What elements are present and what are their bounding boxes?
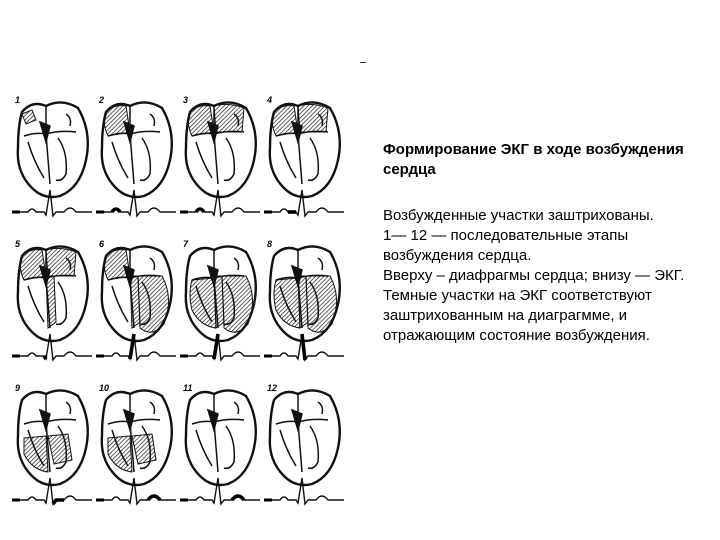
description-line: 1— 12 — последовательные этапы возбуждения сердца.	[383, 227, 629, 264]
heart-stage-12	[262, 380, 346, 508]
heart-diagram	[10, 380, 94, 508]
stage-number: 12	[267, 383, 278, 393]
heart-stage-4	[262, 92, 346, 220]
stage-number: 2	[99, 95, 105, 105]
heart-diagram	[94, 236, 178, 364]
description-line: Темные участки на ЭКГ соответствуют заштрихованным на диаграгмме, и отражающим состояние возбуждения.	[383, 287, 652, 344]
heart-stage-7	[178, 236, 262, 364]
ecg-trace	[12, 190, 92, 216]
left-atrium-hatched-region	[298, 104, 328, 132]
heart-stage-3	[178, 92, 262, 220]
right-ventricle-base-hatched-region	[108, 436, 132, 472]
ecg-highlight	[232, 496, 244, 500]
heart-diagram	[262, 380, 346, 508]
heart-diagram	[94, 380, 178, 508]
stage-number: 1	[15, 95, 21, 105]
septum-base-hatched-region	[48, 434, 72, 464]
ecg-highlight	[112, 209, 120, 212]
stage-number: 11	[183, 383, 193, 393]
sinus-hatched-region	[22, 110, 36, 124]
left-atrium-hatched-region	[46, 248, 76, 276]
ecg-trace	[264, 478, 344, 504]
stage-number: 4	[267, 95, 273, 105]
stage-number: 6	[99, 239, 105, 249]
ecg-highlight	[302, 334, 305, 360]
heart-stage-8	[262, 236, 346, 364]
ecg-trace	[12, 334, 92, 360]
heart-stage-9	[10, 380, 94, 508]
heart-outline	[270, 390, 340, 485]
diagram-description	[383, 206, 703, 346]
ecg-highlight	[196, 209, 204, 212]
stage-number: 10	[99, 383, 110, 393]
ecg-trace	[96, 478, 176, 504]
ecg-trace	[180, 478, 260, 504]
description-line: Возбужденные участки заштрихованы.	[383, 207, 654, 224]
stage-number: 3	[183, 95, 189, 105]
right-ventricle-base-hatched-region	[24, 436, 48, 472]
stage-number: 5	[15, 239, 21, 249]
ecg-trace	[12, 478, 92, 504]
septum-base-hatched-region	[132, 434, 156, 464]
description-line: Вверху – диафрагмы сердца; внизу — ЭКГ.	[383, 267, 685, 284]
ecg-highlight	[130, 334, 134, 359]
heart-stage-10	[94, 380, 178, 508]
ecg-highlight	[214, 334, 218, 359]
stage-number: 9	[15, 383, 21, 393]
stage-number: 8	[267, 239, 273, 249]
stage-number: 7	[183, 239, 189, 249]
heart-stage-2	[94, 92, 178, 220]
heart-stage-5	[10, 236, 94, 364]
heart-stage-11	[178, 380, 262, 508]
left-atrium-hatched-region	[214, 104, 244, 132]
heart-chambers	[192, 394, 244, 472]
heart-diagram	[178, 92, 262, 220]
heart-ecg-figure	[6, 92, 354, 520]
ecg-highlight	[53, 500, 64, 504]
heart-diagram	[262, 92, 346, 220]
diagram-title: Формирование ЭКГ в ходе возбуждения сердца	[383, 141, 684, 178]
ecg-highlight	[44, 356, 46, 359]
ecg-trace	[180, 190, 260, 216]
heart-diagram	[94, 92, 178, 220]
ecg-trace	[264, 190, 344, 216]
heart-stage-6	[94, 236, 178, 364]
ecg-highlight	[148, 496, 160, 500]
slide-dash	[360, 62, 366, 63]
heart-stage-1	[10, 92, 94, 220]
ecg-trace	[96, 190, 176, 216]
heart-outline	[186, 390, 256, 485]
heart-diagram	[178, 236, 262, 364]
ecg-trace	[96, 334, 176, 360]
heart-diagram	[10, 236, 94, 364]
heart-diagram	[10, 92, 94, 220]
right-ventricle-hatched-region	[190, 278, 216, 328]
right-ventricle-hatched-region	[274, 278, 300, 328]
text-panel	[383, 140, 703, 346]
heart-diagram	[262, 236, 346, 364]
ecg-trace	[180, 334, 260, 360]
heart-chambers	[276, 394, 328, 472]
heart-diagram	[178, 380, 262, 508]
